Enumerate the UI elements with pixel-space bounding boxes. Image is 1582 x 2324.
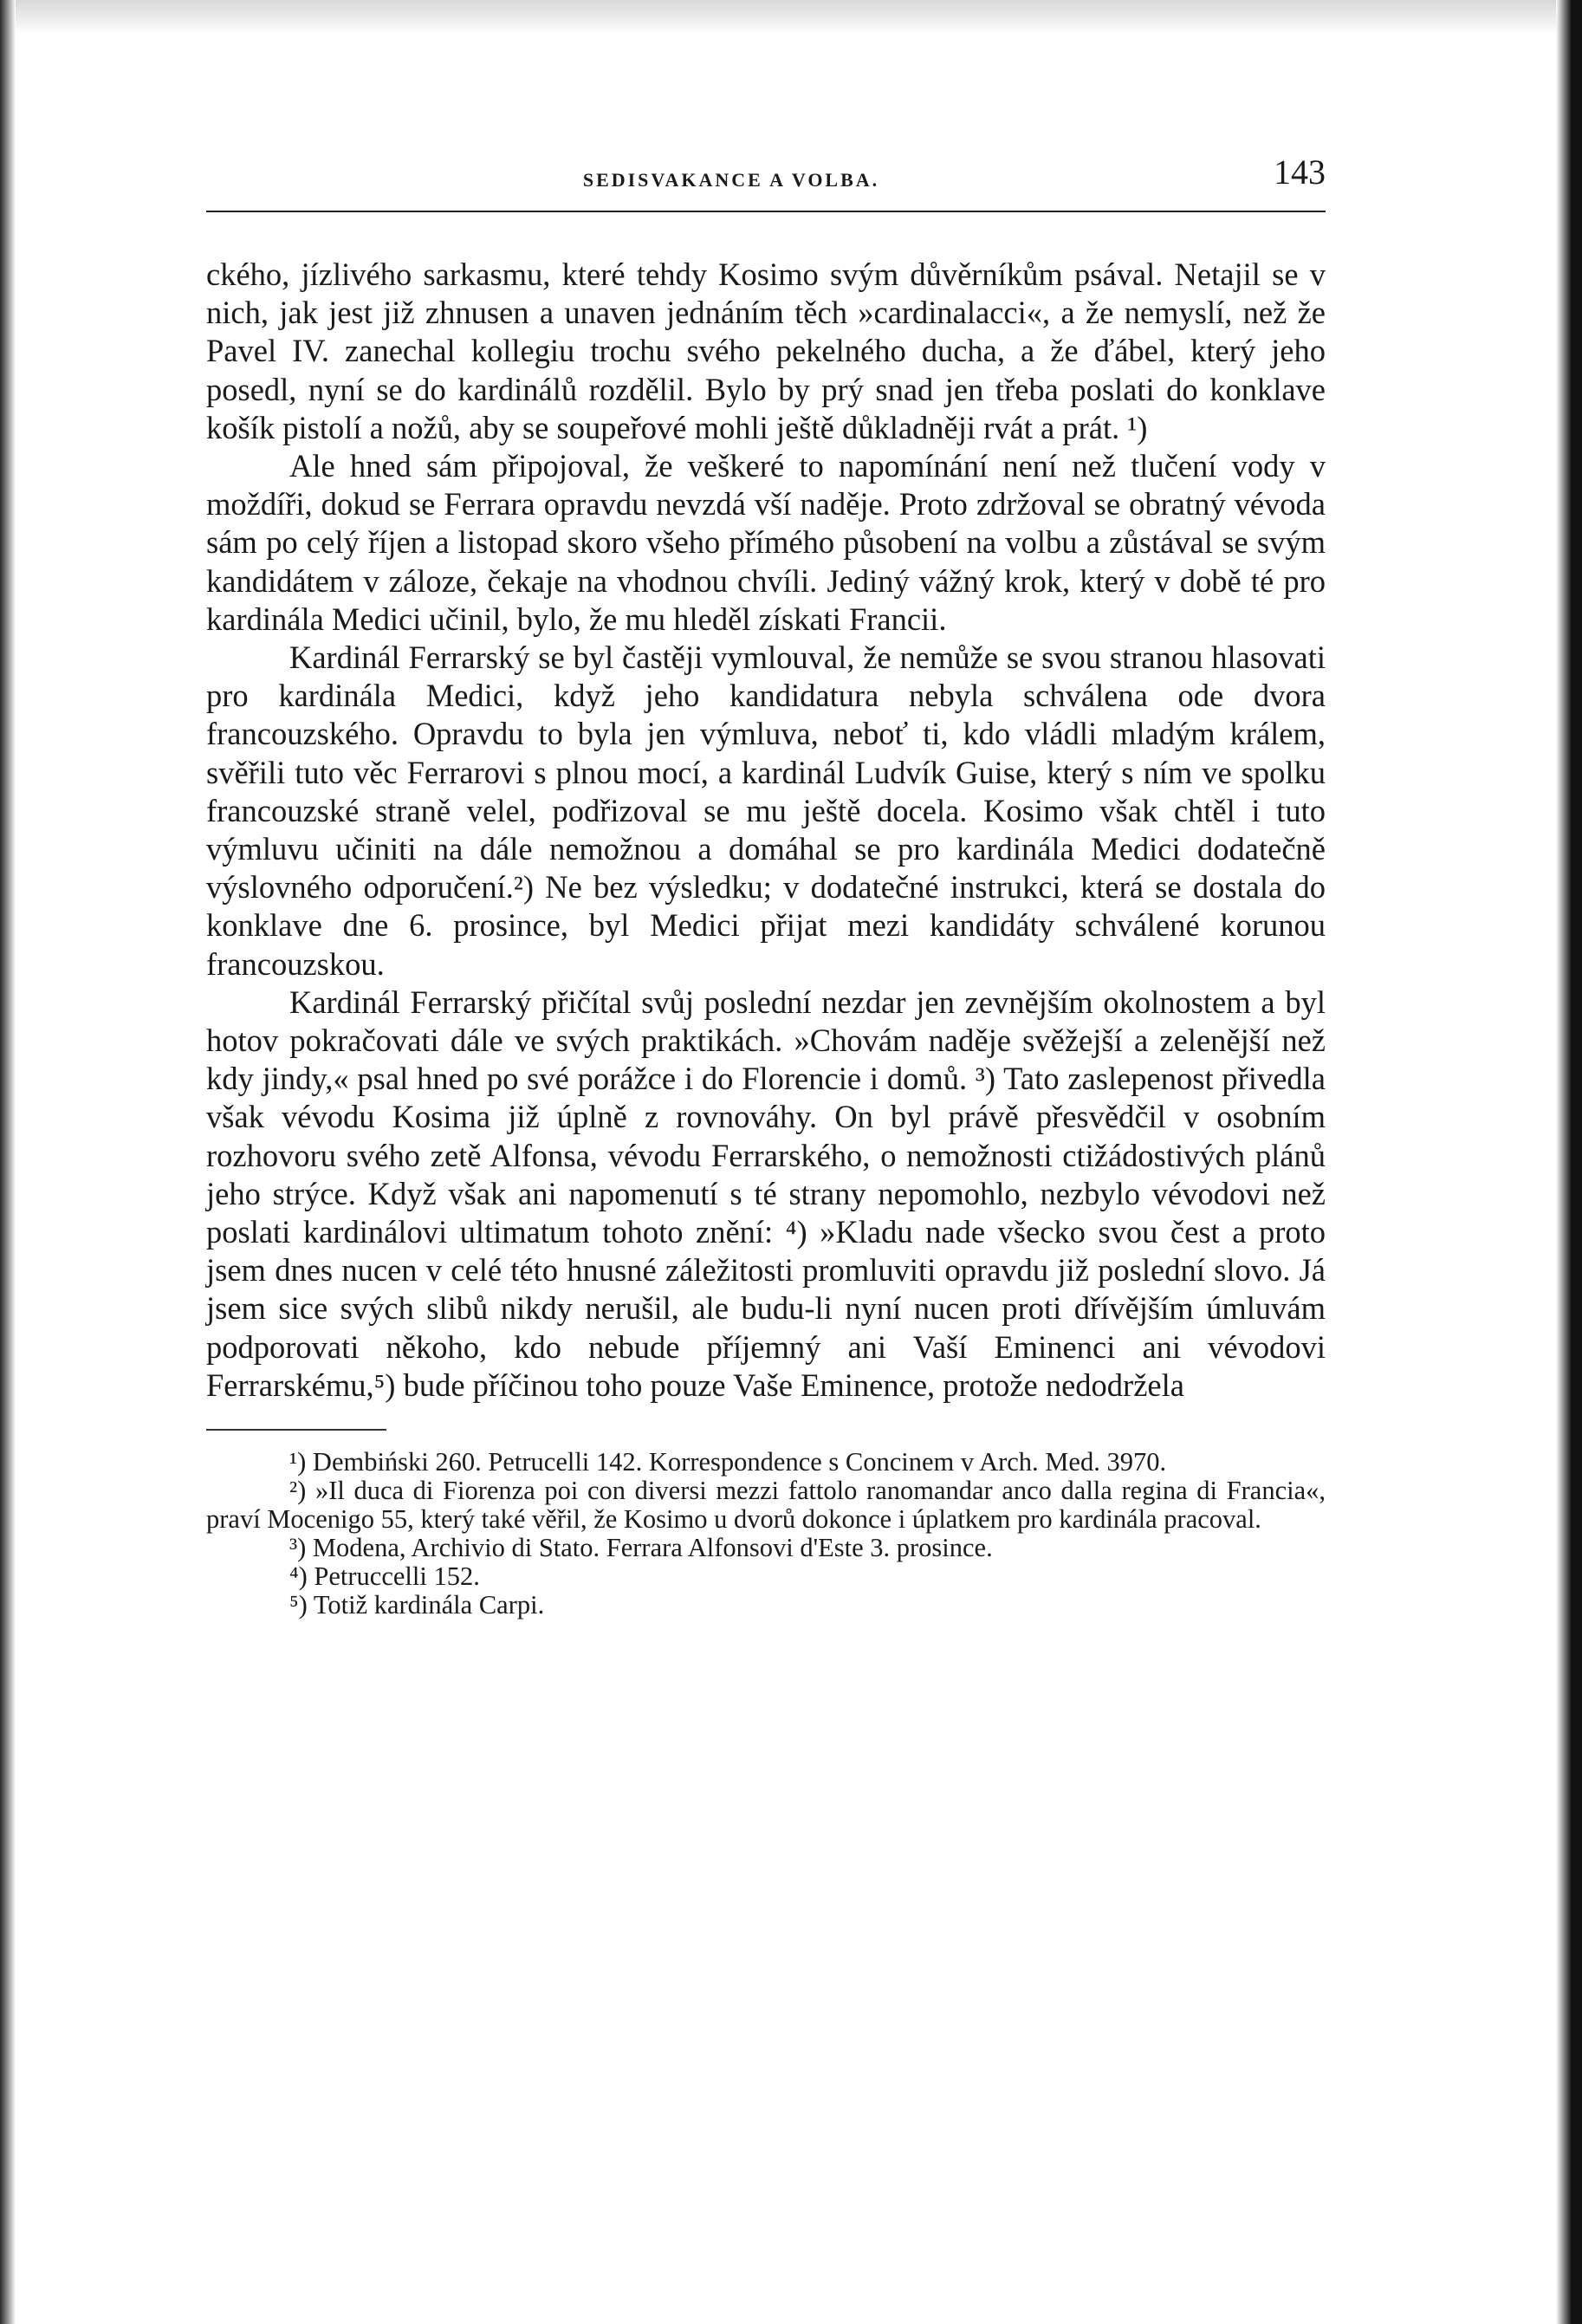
footnote: ³) Modena, Archivio di Stato. Ferrara Alfonsovi d'Este 3. prosince. [289, 1533, 993, 1563]
scan-border-top [0, 0, 1582, 35]
body-text [206, 256, 1326, 1405]
footnote: ⁴) Petruccelli 152. [289, 1561, 480, 1592]
paragraph: ckého, jízlivého sarkasmu, které tehdy Kosimo svým důvěrníkům psával. Netajil se v nich, jak jest již zhnusen a unaven jednáním těch »cardinalacci«, a že nemyslí, než že Pavel IV. zanechal kollegiu trochu svého pekelného ducha, a že ďábel, který jeho posedl, nyní se do kardinálů rozdělil. Bylo by prý snad jen třeba poslati do konklave košík pistolí a nožů, aby se soupeřové mohli ještě důkladněji rvát a prát. ¹) [206, 256, 1326, 445]
running-title: SEDISVAKANCE A VOLBA. [582, 169, 880, 191]
footnote: ²) »Il duca di Fiorenza poi con diversi mezzi fattolo ranomandar anco dalla regina di Francia«, praví Mocenigo 55, který také věřil, že Kosimo u dvorů dokonce i úplatkem pro kardinála pracoval. [206, 1476, 1326, 1535]
scan-border-right [1556, 0, 1582, 2324]
paragraph: Kardinál Ferrarský se byl častěji vymlouval, že nemůže se svou stranou hlasovati pro kardinála Medici, když jeho kandidatura nebyla schválena ode dvora francouzského. Opravdu to byla jen výmluva, neboť ti, kdo vládli mladým králem, svěřili tuto věc Ferrarovi s plnou mocí, a kardinál Ludvík Guise, který s ním ve spolku francouzské straně velel, podřizoval se mu ještě docela. Kosimo však chtěl i tuto výmluvu učiniti na dále nemožnou a domáhal se pro kardinála Medici dodatečně výslovného odporučení.²) Ne bez výsledku; v dodatečné instrukci, která se dostala do konklave dne 6. prosince, byl Medici přijat mezi kandidáty schválené korunou francouzskou. [206, 639, 1326, 982]
scan-border-left [0, 0, 16, 2324]
paragraph: Kardinál Ferrarský přičítal svůj poslední nezdar jen zevnějším okolnostem a byl hotov pokračovati dále ve svých praktikách. »Chovám naděje svěžejší a zelenější než kdy jindy,« psal hned po své porážce i do Florencie i domů. ³) Tato zaslepenost přivedla však vévodu Kosima již úplně z rovnováhy. On byl právě přesvědčil v osobním rozhovoru svého zetě Alfonsa, vévodu Ferrarského, o nemožnosti ctižádostivých plánů jeho strýce. Když však ani napomenutí s té strany nepomohlo, nezbylo vévodovi než poslati kardinálovi ultimatum tohoto znění: ⁴) »Kladu nade všecko svou čest a proto jsem dnes nucen v celé této hnusné záležitosti promluviti opravdu již poslední slovo. Já jsem sice svých slibů nikdy nerušil, ale budu-li nyní nucen proti dřívějším úmluvám podporovati někoho, kdo nebude příjemný ani Vaší Eminenci ani vévodovi Ferrarskému,⁵) bude příčinou toho pouze Vaše Eminence, protože nedodržela [206, 983, 1326, 1403]
book-page [206, 152, 1326, 1620]
footnote: ⁵) Totiž kardinála Carpi. [289, 1590, 545, 1620]
running-header [206, 152, 1326, 205]
header-rule [206, 211, 1326, 212]
page-number: 143 [1274, 153, 1326, 192]
paragraph: Ale hned sám připojoval, že veškeré to napomínání není než tlučení vody v moždíři, dokud se Ferrara opravdu nevzdá vší naděje. Proto zdržoval se obratný vévoda sám po celý říjen a listopad skoro všeho přímého působení na volbu a zůstával se svým kandidátem v záloze, čekaje na vhodnou chvíli. Jediný vážný krok, který v době té pro kardinála Medici učinil, bylo, že mu hleděl získati Francii. [206, 448, 1326, 637]
footnotes [206, 1448, 1326, 1620]
footnote: ¹) Dembiński 260. Petrucelli 142. Korrespondence s Concinem v Arch. Med. 3970. [289, 1447, 1167, 1477]
footnote-separator [206, 1429, 386, 1431]
